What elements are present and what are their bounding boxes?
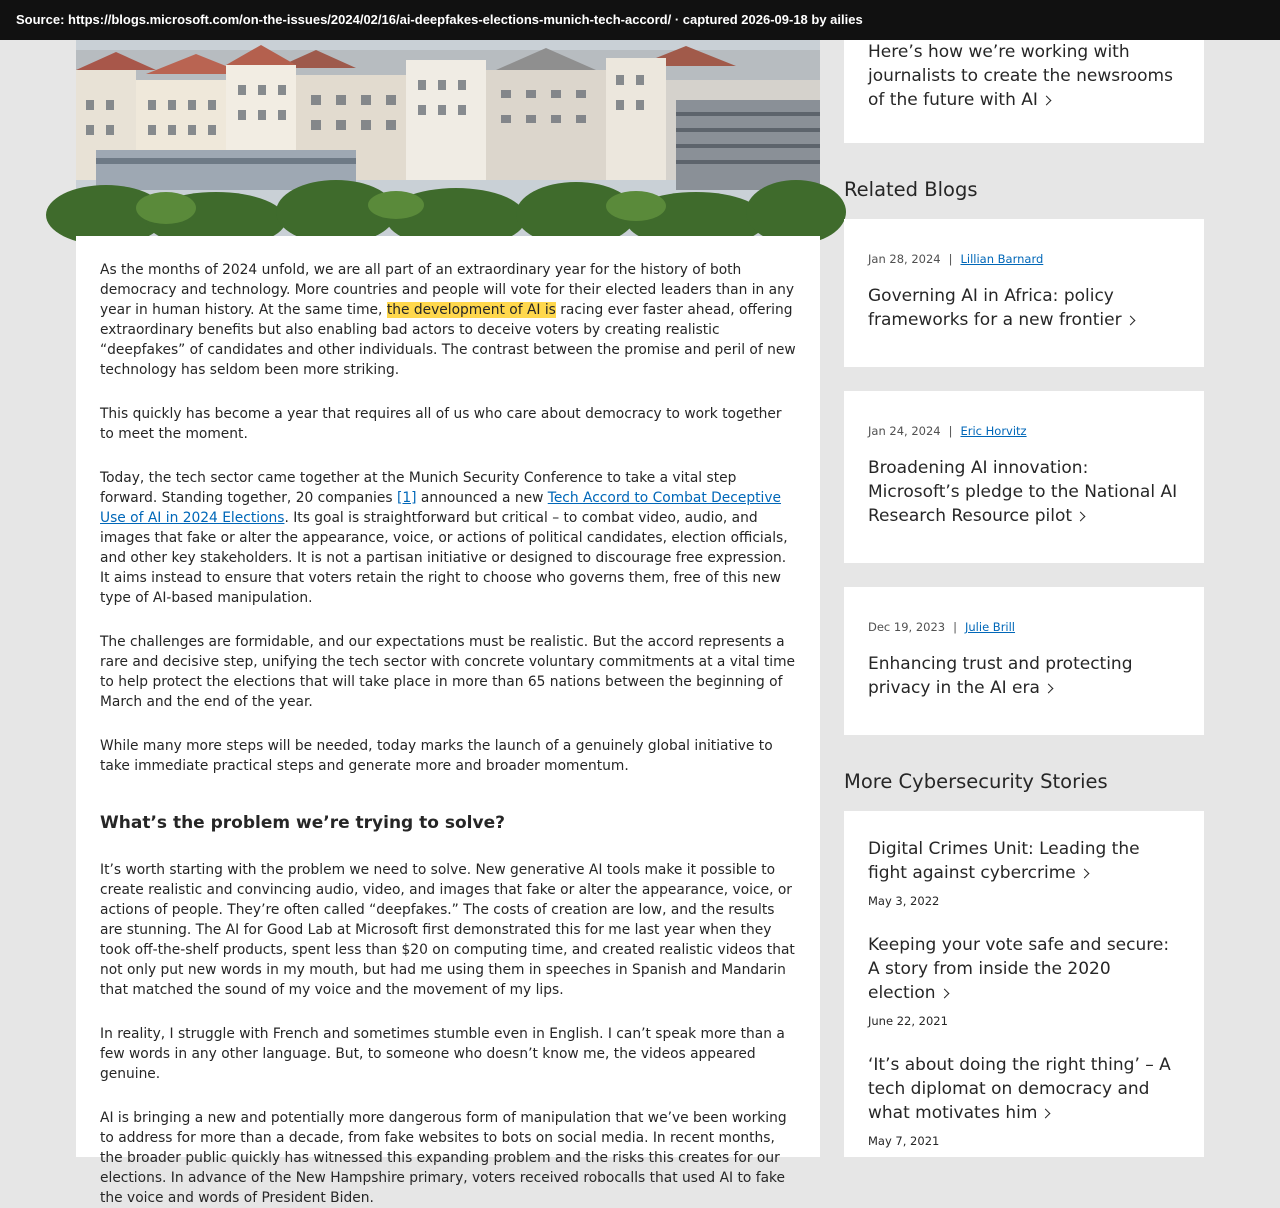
story-date: June 22, 2021 bbox=[868, 1014, 948, 1028]
blog-title-link[interactable]: Enhancing trust and protecting privacy in the AI era bbox=[868, 654, 1133, 698]
tech-accord-link[interactable]: Tech Accord to Combat Deceptive Use of AI in 2024 Elections bbox=[100, 490, 782, 526]
author-link[interactable]: Lillian Barnard bbox=[960, 252, 1044, 266]
paragraph-2: This quickly has become a year that requires all of us who care about democracy to work together to meet the moment. bbox=[100, 406, 782, 442]
paragraph-5: While many more steps will be needed, today marks the launch of a genuinely global initiative to take immediate practical steps and generate more and broader momentum. bbox=[100, 738, 773, 774]
chevron-right-icon bbox=[1079, 869, 1089, 879]
more-stories-card bbox=[844, 811, 1204, 1157]
author-link[interactable]: Julie Brill bbox=[965, 620, 1016, 634]
paragraph-1: As the months of 2024 unfold, we are all part of an extraordinary year for the history of both democracy and technology. More countries and people will vote for their elected leaders than in any year in human history. At the same time, the development of AI is racing ever faster ahead, offering extraordinary benefits but also enabling bad actors to deceive voters by creating realistic “deepfakes” of candidates and other individuals. The contrast between the promise and peril of new technology has seldom been more striking. bbox=[100, 262, 796, 378]
blog-meta: Jan 24, 2024 | Eric Horvitz bbox=[868, 424, 1027, 438]
highlighted-text: the development of AI is bbox=[386, 302, 556, 318]
author-link[interactable]: Eric Horvitz bbox=[960, 424, 1027, 438]
top-card-title[interactable]: Here’s how we’re working with journalists to create the newsrooms of the future with AI bbox=[868, 42, 1173, 110]
chevron-right-icon bbox=[939, 989, 949, 999]
source-bar: Source: https://blogs.microsoft.com/on-the-issues/2024/02/16/ai-deepfakes-elections-munich-tech-accord/ · captured 2026-09-18 by ailies bbox=[0, 0, 1280, 40]
story-title-link[interactable]: Keeping your vote safe and secure: A story from inside the 2020 election bbox=[868, 935, 1170, 1003]
story-item[interactable] bbox=[868, 1053, 1180, 1149]
story-title-link[interactable]: ‘It’s about doing the right thing’ – A tech diplomat on democracy and what motivates him bbox=[868, 1055, 1171, 1123]
article-body bbox=[76, 236, 820, 1206]
chevron-right-icon bbox=[1076, 512, 1086, 522]
paragraph-8: AI is bringing a new and potentially more dangerous form of manipulation that we’ve been working to address for more than a decade, from fake websites to bots on social media. In recent months, the broader public quickly has witnessed this expanding problem and the risks this creates for our elections. In advance of the New Hampshire primary, voters received robocalls that used AI to fake the voice and words of President Biden. bbox=[100, 1110, 787, 1206]
related-blog-card[interactable] bbox=[844, 219, 1204, 367]
hero-image bbox=[76, 40, 820, 236]
story-title-link[interactable]: Digital Crimes Unit: Leading the fight against cybercrime bbox=[868, 839, 1140, 883]
paragraph-7: In reality, I struggle with French and sometimes stumble even in English. I can’t speak more than a few words in any other language. But, to someone who doesn’t know me, the videos appeared genuine. bbox=[100, 1026, 785, 1082]
blog-title-link[interactable]: Broadening AI innovation: Microsoft’s pledge to the National AI Research Resource pilot bbox=[868, 458, 1178, 526]
blog-meta: Jan 28, 2024 | Lillian Barnard bbox=[868, 252, 1044, 266]
chevron-right-icon bbox=[1041, 1109, 1051, 1119]
related-blogs-heading: Related Blogs bbox=[844, 178, 978, 201]
related-blog-card[interactable] bbox=[844, 587, 1204, 735]
blog-meta: Dec 19, 2023 | Julie Brill bbox=[868, 620, 1016, 634]
more-stories-heading: More Cybersecurity Stories bbox=[844, 770, 1108, 793]
story-date: May 3, 2022 bbox=[868, 894, 940, 908]
story-item[interactable] bbox=[868, 837, 1180, 909]
story-date: May 7, 2021 bbox=[868, 1134, 940, 1148]
story-item[interactable] bbox=[868, 933, 1180, 1029]
city-skyline-illustration bbox=[76, 40, 820, 236]
paragraph-6: It’s worth starting with the problem we need to solve. New generative AI tools make it possible to create realistic and convincing audio, video, and images that fake or alter the appearance, voice, or actions of people. They’re often called “deepfakes.” The costs of creation are low, and the results are stunning. The AI for Good Lab at Microsoft first demonstrated this for me last year when they took off-the-shelf products, spent less than $20 on computing time, and created realistic videos that not only put new words in my mouth, but had me using them in speeches in Spanish and Mandarin that matched the sound of my voice and the movement of my lips. bbox=[100, 862, 795, 998]
paragraph-3: Today, the tech sector came together at the Munich Security Conference to take a vital step forward. Standing together, 20 companies [1] announced a new Tech Accord to Combat Deceptive Use of AI in 2024 Elections. Its goal is straightforward but critical – to combat video, audio, and images that fake or alter the appearance, voice, or actions of political candidates, election officials, and other key stakeholders. It is not a partisan initiative or designed to discourage free expression. It aims instead to ensure that voters retain the right to choose who governs them, free of this new type of AI-based manipulation. bbox=[100, 470, 788, 606]
blog-title-link[interactable]: Governing AI in Africa: policy frameworks for a new frontier bbox=[868, 286, 1122, 330]
footnote-link[interactable]: [1] bbox=[396, 490, 417, 506]
chevron-right-icon bbox=[1125, 316, 1135, 326]
section-heading: What’s the problem we’re trying to solve? bbox=[100, 813, 505, 833]
chevron-right-icon bbox=[1043, 684, 1053, 694]
paragraph-4: The challenges are formidable, and our expectations must be realistic. But the accord represents a rare and decisive step, unifying the tech sector with concrete voluntary commitments at a vital time to help protect the elections that will take place in more than 65 nations between the beginning of March and the end of the year. bbox=[100, 634, 796, 710]
sidebar-top-card[interactable] bbox=[844, 40, 1204, 143]
chevron-right-icon bbox=[1041, 96, 1051, 106]
related-blog-card[interactable] bbox=[844, 391, 1204, 563]
